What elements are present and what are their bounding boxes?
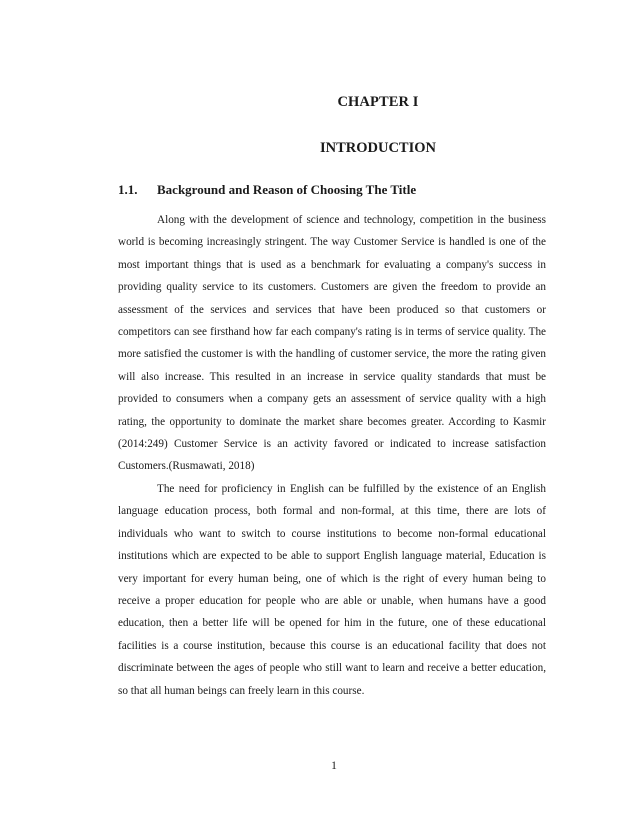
paragraph: Along with the development of science and technology, competition in the business world is becoming increasingly stringent. The way Customer Service is handled is one of the most important things that is used as a benchmark for evaluating a company's success in providing quality service to its customers. Customers are given the freedom to provide an assessment of the services and services that have been produced so that customers or competitors can see firsthand how far each company's rating is in terms of service quality. The more satisfied the customer is with the handling of customer service, the more the rating given will also increase. This resulted in an increase in service quality standards that must be provided to consumers when a company gets an assessment of service quality with a high rating, the opportunity to dominate the market share becomes greater. According to Kasmir (2014:249) Customer Service is an activity favored or indicated to increase satisfaction Customers.(Rusmawati, 2018) [118, 214, 546, 473]
body-text [118, 209, 546, 702]
paragraph: The need for proficiency in English can be fulfilled by the existence of an English language education process, both formal and non-formal, at this time, there are lots of individuals who want to switch to course institutions to become non-formal educational institutions which are expected to be able to support English language material, Education is very important for every human being, one of which is the right of every human being to receive a proper education for people who are able or unable, when humans have a good education, then a better life will be opened for him in the future, one of these educational facilities is a course institution, because this course is an educational facility that does not discriminate between the ages of people who still want to learn and receive a better education, so that all human beings can freely learn in this course. [118, 482, 546, 697]
chapter-title: CHAPTER I [337, 94, 419, 110]
section-heading [118, 182, 416, 198]
chapter-subtitle: INTRODUCTION [319, 140, 436, 156]
section-title: Background and Reason of Choosing The Title [157, 182, 417, 197]
section-number: 1.1. [118, 182, 138, 197]
page-number: 1 [331, 760, 337, 772]
